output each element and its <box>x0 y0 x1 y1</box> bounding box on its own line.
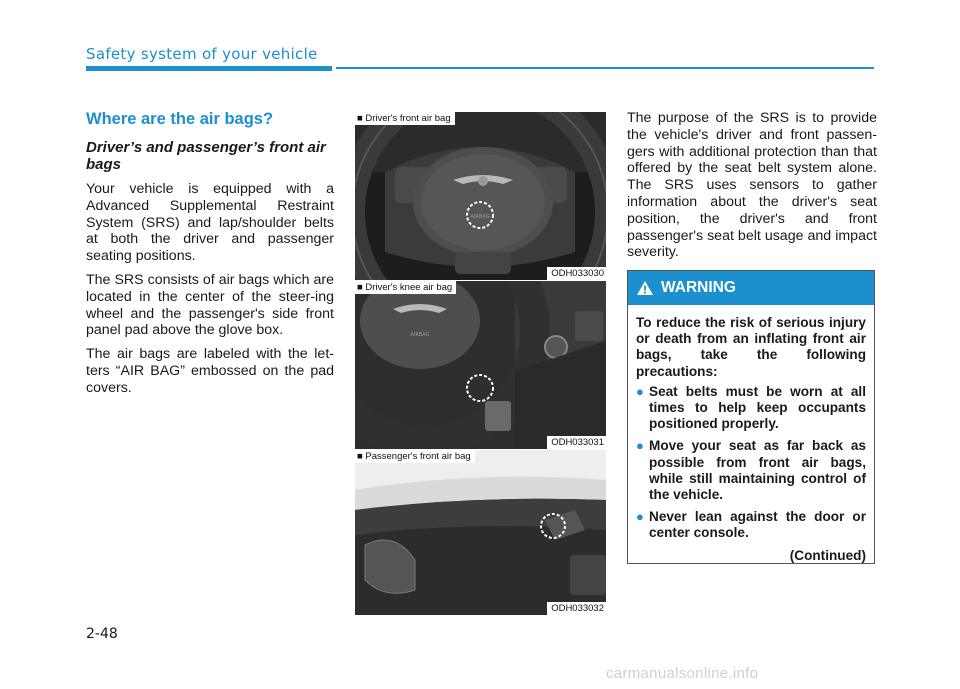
body-paragraph: The air bags are labeled with the let-ters “AIR BAG” embossed on the pad covers. <box>86 346 334 396</box>
airbag-emboss-label: AIRBAG <box>470 214 490 220</box>
figure-code: ODH033030 <box>547 267 606 280</box>
warning-list-item <box>636 384 866 433</box>
watermark-text: carmanualsonline.info <box>606 665 759 682</box>
subsection-heading: Driver’s and passenger’s front air bags <box>86 139 326 173</box>
warning-item-text: Seat belts must be worn at all times to help keep occupants positioned properly. <box>649 383 866 432</box>
warning-triangle-icon <box>636 280 654 296</box>
warning-lead-text: To reduce the risk of serious injury or death from an inflating front air bags, take the following precautions: <box>636 315 866 379</box>
airbag-emboss-label: AIRBAG <box>410 332 430 338</box>
figure-code: ODH033031 <box>547 436 606 449</box>
knee-airbag-illustration <box>355 281 606 449</box>
body-paragraph: Your vehicle is equipped with a Advanced Supplemental Restraint System (SRS) and lap/shoulder belts at both the driver and passenger seating positions. <box>86 181 334 265</box>
warning-title: WARNING <box>661 279 736 296</box>
warning-item-text: Move your seat as far back as possible from front air bags, while still maintaining control of the vehicle. <box>649 438 866 503</box>
section-heading: Where are the air bags? <box>86 110 274 128</box>
figure-caption: ■ Passenger's front air bag <box>355 450 475 463</box>
figure-caption: ■ Driver's knee air bag <box>355 281 456 294</box>
header-rule-thick <box>86 66 332 71</box>
warning-item-text: Never lean against the door or center console. <box>649 509 866 541</box>
bullet-icon: ● <box>636 509 644 525</box>
body-paragraph: The purpose of the SRS is to provide the vehicle's driver and front passen-gers with additional protection than that offered by the seat belt system alone. The SRS uses sensors to gather information about the driver's seat position, the driver's and front passenger's seat belt usage and impact severity. <box>627 110 877 261</box>
warning-body <box>628 305 874 563</box>
figure-caption: ■ Driver's front air bag <box>355 112 455 125</box>
steering-wheel-illustration <box>355 112 606 280</box>
figure-driver-knee-airbag <box>355 281 606 449</box>
figure-passenger-front-airbag <box>355 450 606 615</box>
right-column <box>627 110 877 268</box>
page-number: 2-48 <box>86 626 118 642</box>
figure-driver-front-airbag <box>355 112 606 280</box>
section-header-title: Safety system of your vehicle <box>86 45 318 63</box>
continued-label: (Continued) <box>789 547 866 563</box>
bullet-icon: ● <box>636 438 644 454</box>
header-rule-thin <box>336 67 874 69</box>
warning-list-item <box>636 438 866 503</box>
warning-list-item <box>636 509 866 541</box>
dashboard-illustration <box>355 450 606 615</box>
warning-box <box>627 270 875 564</box>
figure-code: ODH033032 <box>547 602 606 615</box>
body-paragraph: The SRS consists of air bags which are located in the center of the steer-ing wheel and the passenger's side front panel pad above the glove box. <box>86 271 334 339</box>
bullet-icon: ● <box>636 383 644 399</box>
left-column <box>86 110 334 404</box>
warning-header <box>628 271 874 305</box>
